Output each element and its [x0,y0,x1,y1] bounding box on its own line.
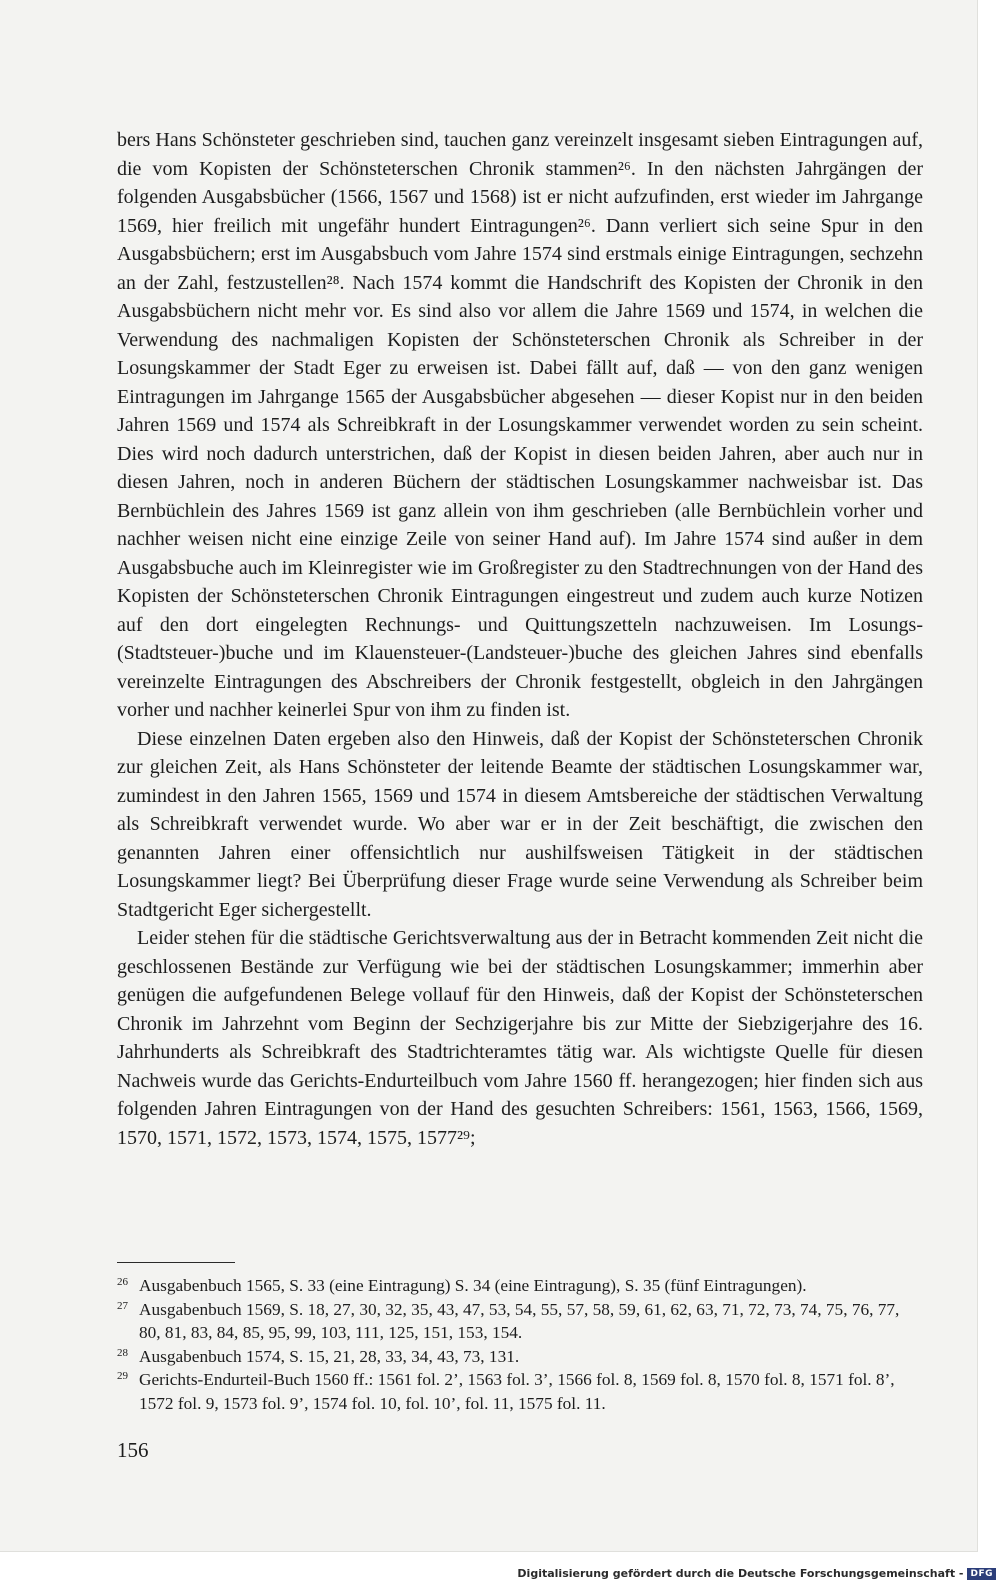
footer-text: Digitalisierung gefördert durch die Deutsche Forschungsgemeinschaft - [517,1567,964,1580]
page-number: 156 [117,1438,149,1462]
footnote-28 [117,1345,923,1369]
footnote-number: 26 [117,1276,128,1288]
footnote-number: 29 [117,1370,128,1382]
footnote-27 [117,1298,923,1345]
footnote-divider [117,1262,235,1263]
digitization-footer [517,1567,996,1580]
footnotes [117,1274,923,1415]
body-text [117,126,923,1152]
footnote-26 [117,1274,923,1298]
paragraph-3: Leider stehen für die städtische Gerichtsverwaltung aus der in Betracht kommenden Zeit nicht die geschlossenen Bestände zur Verfügung wie bei der städtischen Losungskammer; immerhin aber genügen die aufgefundenen Belege vollauf für den Hinweis, daß der Kopist der Schönsteterschen Chronik im Jahrzehnt vom Beginn der Sechzigerjahre bis zur Mitte der Siebzigerjahre des 16. Jahrhunderts als Schreibkraft des Stadtrichteramtes tätig war. Als wichtigste Quelle für diesen Nachweis wurde das Gerichts-Endurteilbuch vom Jahre 1560 ff. herangezogen; hier finden sich aus folgenden Jahren Eintragungen von der Hand des gesuchten Schreibers: 1561, 1563, 1566, 1569, 1570, 1571, 1572, 1573, 1574, 1575, 1577²⁹; [117,927,923,1149]
footnote-number: 27 [117,1299,128,1312]
footnote-text: Ausgabenbuch 1569, S. 18, 27, 30, 32, 35, 43, 47, 53, 54, 55, 57, 58, 59, 61, 62, 63, 71, 72, 73, 74, 75, 76, 77, 80, 81, 83, 84, 85, 95, 99, 103, 111, 125, 151, 153, 154. [139,1299,900,1342]
footnote-text: Gerichts-Endurteil-Buch 1560 ff.: 1561 fol. 2’, 1563 fol. 3’, 1566 fol. 8, 1569 fol. 8, 1570 fol. 8, 1571 fol. 8’, 1572 fol. 9, 1573 fol. 9’, 1574 fol. 10, fol. 10’, fol. 11, 1575 fol. 11. [139,1370,895,1413]
footnote-text: Ausgabenbuch 1574, S. 15, 21, 28, 33, 34, 43, 73, 131. [139,1346,520,1366]
footnote-text: Ausgabenbuch 1565, S. 33 (eine Eintragung) S. 34 (eine Eintragung), S. 35 (fünf Eintragungen). [139,1276,807,1295]
footnote-29 [117,1368,923,1415]
paragraph-2: Diese einzelnen Daten ergeben also den Hinweis, daß der Kopist der Schönsteterschen Chronik zur gleichen Zeit, als Hans Schönsteter der leitende Beamte der städtischen Losungskammer war, zumindest in den Jahren 1565, 1569 und 1574 in diesem Amtsbereiche der städtischen Verwaltung als Schreibkraft verwendet wurde. Wo aber war er in der Zeit beschäftigt, die zwischen den genannten Jahren einer offensichtlich nur aushilfsweisen Tätigkeit in der städtischen Losungskammer liegt? Bei Überprüfung dieser Frage wurde seine Verwendung als Schreiber beim Stadtgericht Eger sichergestellt. [117,727,923,921]
dfg-logo-icon: DFG [967,1568,996,1580]
footnote-number: 28 [117,1346,128,1359]
paragraph-1: bers Hans Schönsteter geschrieben sind, tauchen ganz vereinzelt insgesamt sieben Eintragungen auf, die vom Kopisten der Schönsteterschen Chronik stammen²⁶. In den nächsten Jahrgängen der folgenden Ausgabsbücher (1566, 1567 und 1568) ist er nicht aufzufinden, erst wieder im Jahrgange 1569, hier freilich mit ungefähr hundert Eintragungen²⁶. Dann verliert sich seine Spur in den Ausgabsbüchern; erst im Ausgabsbuch vom Jahre 1574 sind erstmals einige Eintragungen, sechzehn an der Zahl, festzustellen²⁸. Nach 1574 kommt die Handschrift des Kopisten der Chronik in den Ausgabsbüchern nicht mehr vor. Es sind also vor allem die Jahre 1569 und 1574, in welchen die Verwendung des nachmaligen Kopisten der Schönsteterschen Chronik als Schreiber in der Losungskammer der Stadt Eger zu erweisen ist. Dabei fällt auf, daß — von den ganz wenigen Eintragungen im Jahrgange 1565 der Ausgabsbücher abgesehen — dieser Kopist nur in den beiden Jahren 1569 und 1574 als Schreibkraft in der Losungskammer verwendet worden zu sein scheint. Dies wird noch dadurch unterstrichen, daß der Kopist in diesen beiden Jahren, aber auch nur in diesen Jahren, noch in anderen Büchern der städtischen Losungskammer nachweisbar ist. Das Bernbüchlein des Jahres 1569 ist ganz allein von ihm geschrieben (alle Bernbüchlein vorher und nachher weisen nicht eine einzige Zeile von seiner Hand auf). Im Jahre 1574 sind außer in dem Ausgabsbuche auch im Kleinregister wie im Großregister zu den Stadtrechnungen von der Hand des Kopisten der Schönsteterschen Chronik Eintragungen eingestreut und zudem auch kurze Notizen auf den dort eingelegten Rechnungs- und Quittungszetteln nachzuweisen. Im Losungs-(Stadtsteuer-)buche und im Klauensteuer-(Landsteuer-)buche des gleichen Jahres sind ebenfalls vereinzelte Eintragungen des Abschreibers der Chronik festgestellt, obgleich in den Jahrgängen vorher und nachher keinerlei Spur von ihm zu finden ist. [117,129,923,721]
